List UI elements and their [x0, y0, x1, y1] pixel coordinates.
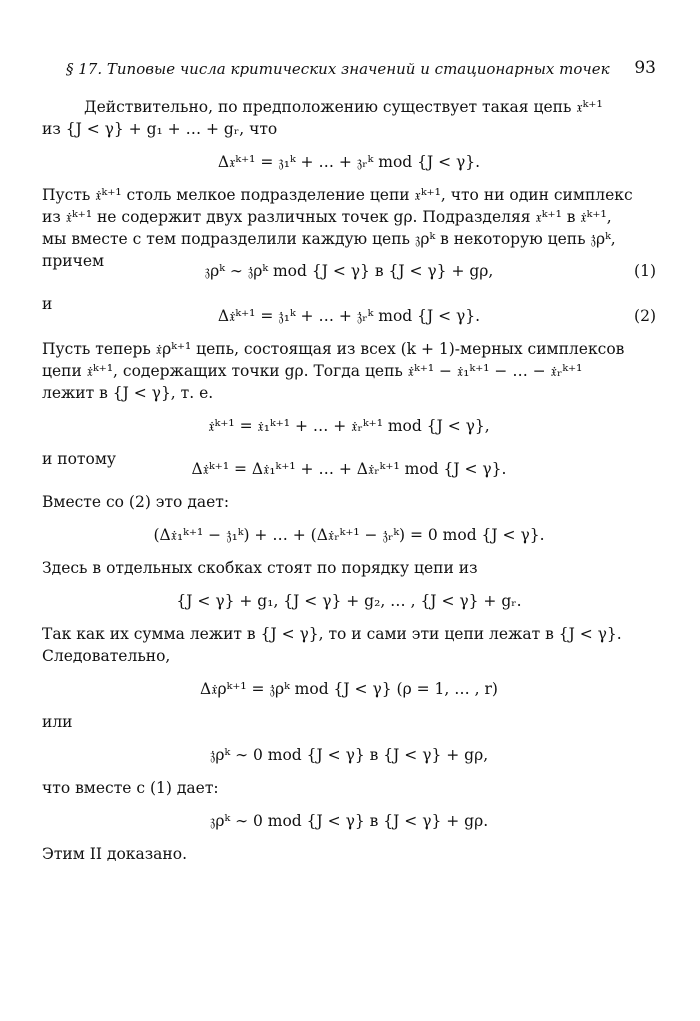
formula: Δ𝔵ᵏ⁺¹ = 𝔷₁ᵏ + … + 𝔷ᵣᵏ mod {J < γ}.: [217, 153, 481, 171]
text-line: Так как их сумма лежит в {J < γ}, то и сами эти цепи лежат в {J < γ}.: [42, 625, 622, 643]
formula: Δ𝔵̇ᵏ⁺¹ = 𝔷̇₁ᵏ + … + 𝔷̇ᵣᵏ mod {J < γ}.: [217, 307, 481, 325]
text-line: из {J < γ} + g₁ + … + gᵣ, что: [42, 120, 278, 138]
text-line: мы вместе с тем подразделили каждую цепь 𝔷ρᵏ в некоторую цепь 𝔷̇ρᵏ,: [42, 230, 616, 248]
formula-row: [42, 305, 656, 327]
formula: Δ𝔵̇ᵏ⁺¹ = Δ𝔵̇₁ᵏ⁺¹ + … + Δ𝔵̇ᵣᵏ⁺¹ mod {J < γ}.: [191, 460, 507, 478]
page-number: 93: [634, 58, 656, 78]
text-line: Следовательно,: [42, 647, 171, 665]
text-line: Действительно, по предположению существует такая цепь 𝔵ᵏ⁺¹: [84, 98, 603, 116]
text-line: и: [42, 295, 53, 313]
formula: 𝔵̇ᵏ⁺¹ = 𝔵̇₁ᵏ⁺¹ + … + 𝔵̇ᵣᵏ⁺¹ mod {J < γ},: [208, 417, 490, 435]
running-header: [66, 60, 656, 78]
text-line: из 𝔵̇ᵏ⁺¹ не содержит двух различных точек gρ. Подразделяя 𝔵ᵏ⁺¹ в 𝔵̇ᵏ⁺¹,: [42, 208, 612, 226]
formula: 𝔷ρᵏ ∼ 𝔷̇ρᵏ mod {J < γ} в {J < γ} + gρ,: [204, 262, 494, 280]
formula: 𝔷ρᵏ ∼ 0 mod {J < γ} в {J < γ} + gρ.: [209, 812, 489, 830]
text-line: Здесь в отдельных скобках стоят по порядку цепи из: [42, 559, 478, 577]
text-line: что вместе с (1) дает:: [42, 779, 219, 797]
text-line: Вместе со (2) это дает:: [42, 493, 230, 511]
section-title: § 17. Типовые числа критических значений и стационарных точек: [66, 60, 610, 78]
text-line: лежит в {J < γ}, т. е.: [42, 384, 214, 402]
text-line: Пусть теперь 𝔵̇ρᵏ⁺¹ цепь, состоящая из всех (k + 1)-мерных симплексов: [42, 340, 625, 358]
text-line: Этим II доказано.: [42, 845, 188, 863]
text-line: цепи 𝔵̇ᵏ⁺¹, содержащих точки gρ. Тогда цепь 𝔵̇ᵏ⁺¹ − 𝔵̇₁ᵏ⁺¹ − … − 𝔵̇ᵣᵏ⁺¹: [42, 362, 583, 380]
text-line: Пусть 𝔵̇ᵏ⁺¹ столь мелкое подразделение цепи 𝔵ᵏ⁺¹, что ни один симплекс: [42, 186, 633, 204]
formula: Δ𝔵̇ρᵏ⁺¹ = 𝔷̇ρᵏ mod {J < γ} (ρ = 1, … , r): [200, 680, 498, 698]
formula: {J < γ} + g₁, {J < γ} + g₂, … , {J < γ} + gᵣ.: [176, 592, 522, 610]
text-line: и потому: [42, 450, 117, 468]
formula: 𝔷̇ρᵏ ∼ 0 mod {J < γ} в {J < γ} + gρ,: [209, 746, 489, 764]
formula: (Δ𝔵̇₁ᵏ⁺¹ − 𝔷̇₁ᵏ) + … + (Δ𝔵̇ᵣᵏ⁺¹ − 𝔷̇ᵣᵏ) = 0 mod {J < γ}.: [153, 526, 545, 544]
equation-number: (2): [634, 307, 656, 325]
text-line: причем: [42, 252, 105, 270]
body-text: [42, 96, 656, 865]
text-line: или: [42, 713, 73, 731]
equation-number: (1): [634, 262, 656, 280]
formula-row: [42, 260, 656, 282]
